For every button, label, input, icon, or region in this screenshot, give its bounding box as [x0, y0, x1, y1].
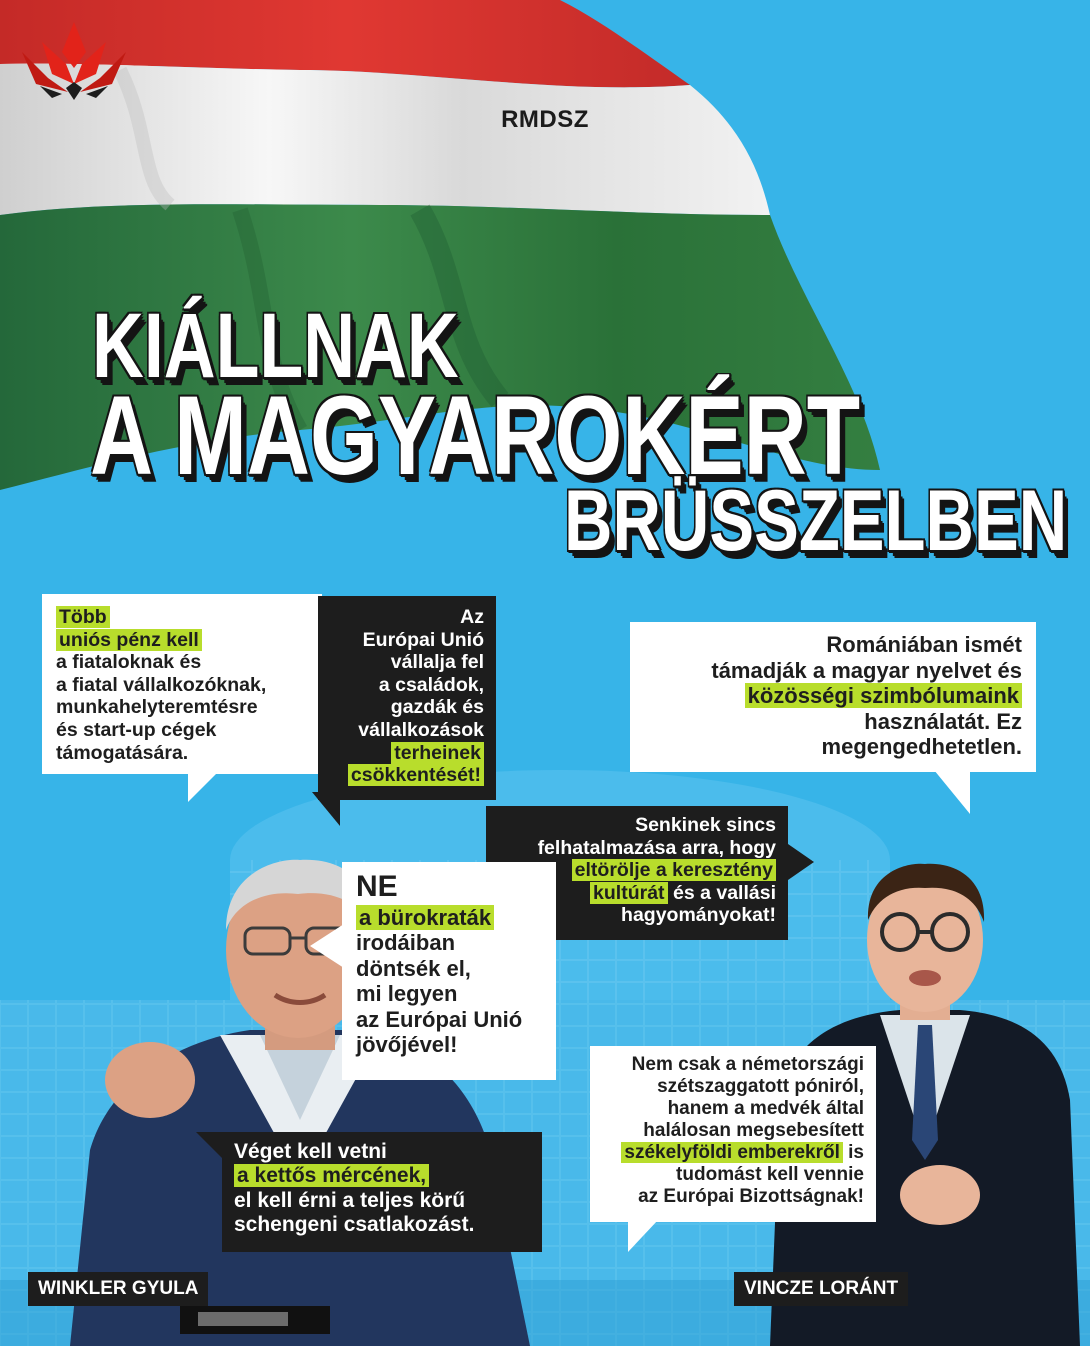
quote-line: munkahelyteremtésre [56, 696, 258, 719]
logo-text: RMDSZ [501, 106, 589, 133]
quote-line: és a vallási [672, 881, 776, 904]
quote-line: irodáiban [356, 930, 456, 956]
rmdsz-logo [0, 0, 589, 150]
quote-emphasis: NE [356, 870, 398, 903]
quote-line: támogatására. [56, 741, 189, 764]
bubble-tail [934, 770, 970, 814]
quote-bubble-bear-attacks [590, 1046, 876, 1222]
quote-line: el kell érni a teljes körű [234, 1188, 466, 1212]
highlight-text: a bürokraták [356, 905, 494, 930]
highlight-text: eltörölje a keresztény [572, 859, 776, 881]
rmdsz-tulip-icon [22, 22, 126, 100]
quote-bubble-language-rights [630, 622, 1036, 772]
highlight-text: székelyföldi emberekről [621, 1142, 842, 1163]
quote-line: használatát. Ez [864, 708, 1022, 734]
quote-line: Véget kell vetni [234, 1140, 387, 1163]
quote-line: halálosan megsebesített [643, 1120, 864, 1142]
quote-line: vállalkozások [358, 719, 484, 742]
highlight-text: a kettős mércének, [234, 1164, 429, 1187]
quote-bubble-bureaucrats [342, 862, 556, 1080]
highlight-text: terheinek [391, 742, 484, 764]
bubble-tail [196, 1132, 224, 1160]
bubble-tail [188, 772, 218, 802]
quote-bubble-schengen [222, 1132, 542, 1252]
quote-line: Senkinek sincs [635, 814, 776, 836]
quote-line: és start-up cégek [56, 719, 217, 742]
bubble-tail [788, 844, 814, 880]
bubble-tail [312, 792, 340, 826]
quote-line: gazdák és [390, 696, 484, 719]
quote-line: Az [460, 606, 484, 628]
highlight-text: uniós pénz kell [56, 629, 202, 651]
quote-line: mi legyen [356, 981, 458, 1007]
person-right-name: VINCZE LORÁNT [734, 1272, 908, 1306]
title-line-3: BRÜSSZELBEN [564, 473, 1068, 569]
quote-line: a fiataloknak és [56, 651, 202, 674]
quote-line: megengedhetetlen. [821, 734, 1022, 760]
quote-line: a családok, [378, 673, 484, 696]
quote-line: az Európai Unió [356, 1006, 523, 1032]
person-left-name: WINKLER GYULA [28, 1272, 208, 1306]
bubble-tail [628, 1220, 658, 1252]
quote-line: is [848, 1142, 864, 1164]
quote-line: szétszaggatott póniról, [657, 1076, 864, 1098]
highlight-text: Több [56, 606, 110, 628]
quote-line: tudomást kell vennie [676, 1164, 864, 1186]
quote-line: hagyományokat! [621, 904, 776, 927]
quote-line: vállalja fel [390, 651, 484, 674]
quote-line: Romániában ismét [826, 632, 1022, 657]
title-line-2: A MAGYAROKÉRT [90, 373, 861, 498]
quote-bubble-youth-funding [42, 594, 322, 774]
quote-line: a fiatal vállalkozóknak, [56, 673, 267, 696]
quote-line: Európai Unió [362, 628, 484, 651]
highlight-text: kultúrát [590, 882, 668, 904]
quote-line: hanem a medvék által [667, 1098, 864, 1120]
title-line-1: KIÁLLNAK [92, 295, 459, 397]
quote-line: jövőjével! [356, 1032, 458, 1058]
quote-line: schengeni csatlakozást. [234, 1213, 475, 1237]
quote-line: az Európai Bizottságnak! [638, 1186, 864, 1208]
bubble-tail [310, 924, 344, 968]
quote-line: Nem csak a németországi [631, 1054, 864, 1075]
quote-line: felhatalmazása arra, hogy [537, 836, 776, 859]
highlight-text: közösségi szimbólumaink [745, 683, 1022, 708]
highlight-text: csökkentését! [348, 764, 484, 786]
quote-bubble-burden-reduction [318, 596, 496, 800]
quote-line: támadják a magyar nyelvet és [711, 657, 1022, 683]
quote-line: döntsék el, [356, 955, 471, 981]
